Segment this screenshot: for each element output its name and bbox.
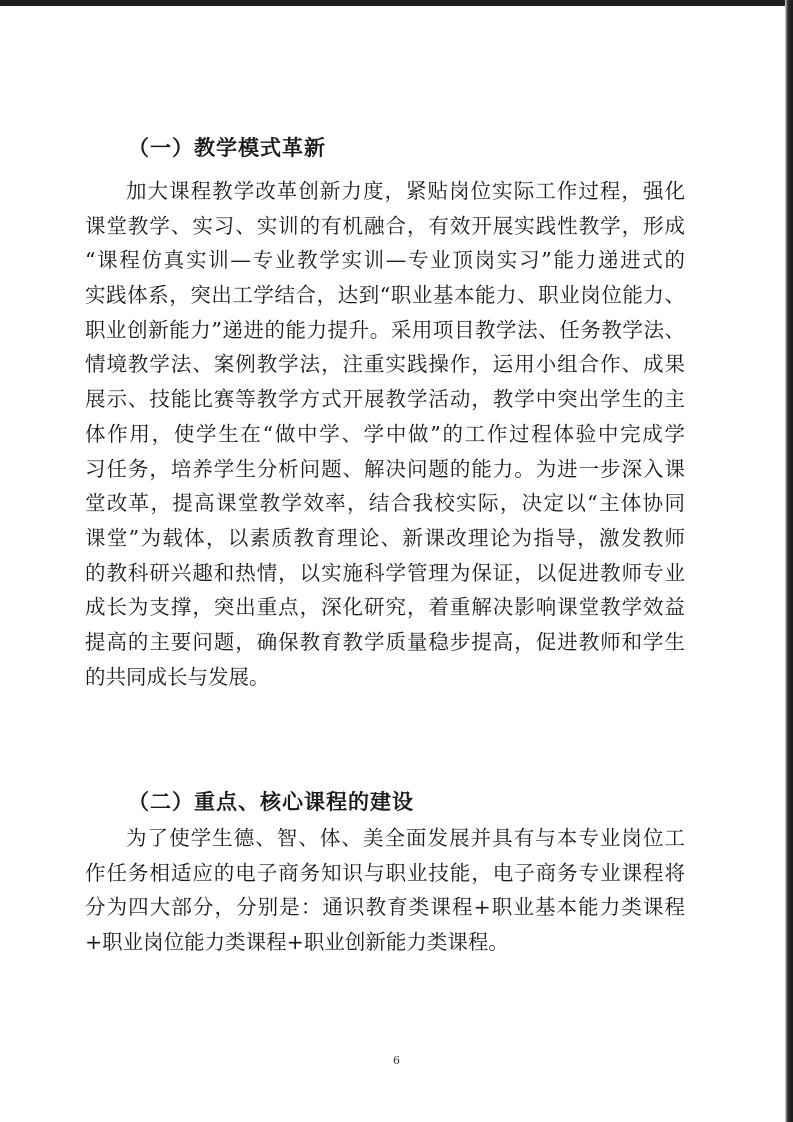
paragraph-line: 实践体系，突出工学结合，达到“职业基本能力、职业岗位能力、 [85,283,685,308]
section-heading-core-courses: （二）重点、核心课程的建设 [128,789,414,814]
paragraph-line: 习任务，培养学生分析问题、解决问题的能力。为进一步深入课 [85,456,685,481]
paragraph-line: 体作用，使学生在“做中学、学中做”的工作过程体验中完成学 [85,421,685,446]
paragraph-line: “课程仿真实训—专业教学实训—专业顶岗实习”能力递进式的 [85,248,685,273]
page-number: 6 [393,1054,400,1067]
paragraph-line: 加大课程教学改革创新力度，紧贴岗位实际工作过程，强化 [126,179,685,203]
paragraph-line: +职业岗位能力类课程+职业创新能力类课程。 [85,930,509,955]
paragraph-line: 提高的主要问题，确保教育教学质量稳步提高，促进教师和学生 [85,629,685,654]
paragraph-line: 作任务相适应的电子商务知识与职业技能，电子商务专业课程将 [85,860,685,885]
paragraph-line: 课堂”为载体，以素质教育理论、新课改理论为指导，激发教师 [85,525,685,550]
paragraph-line: 课堂教学、实习、实训的有机融合，有效开展实践性教学，形成 [85,213,685,238]
paragraph-line: 分为四大部分，分别是：通识教育类课程+职业基本能力类课程 [85,895,685,920]
paragraph-line: 为了使学生德、智、体、美全面发展并具有与本专业岗位工 [126,826,685,850]
paragraph-line: 的共同成长与发展。 [85,664,270,689]
section-heading-teaching-mode: （一）教学模式革新 [128,135,326,160]
paragraph-line: 职业创新能力”递进的能力提升。采用项目教学法、任务教学法、 [85,317,685,342]
paragraph-line: 堂改革，提高课堂教学效率，结合我校实际，决定以“主体协同 [85,491,685,516]
paragraph-line: 的教科研兴趣和热情，以实施科学管理为保证，以促进教师专业 [85,560,685,585]
paragraph-line: 成长为支撑，突出重点，深化研究，着重解决影响课堂教学效益 [85,595,685,620]
paragraph-teaching-mode [85,174,685,694]
paragraph-line: 展示、技能比赛等教学方式开展教学活动，教学中突出学生的主 [85,387,685,412]
paragraph-line: 情境教学法、案例教学法，注重实践操作，运用小组合作、成果 [85,352,685,377]
paragraph-core-courses [85,821,685,960]
